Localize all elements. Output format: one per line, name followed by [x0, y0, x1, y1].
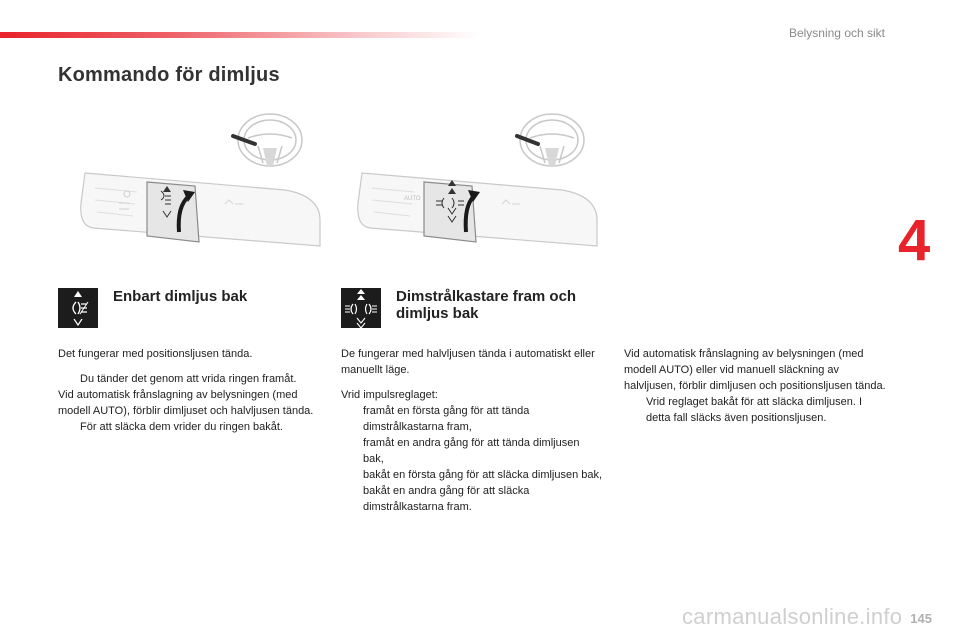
middle-bullet-4: bakåt en andra gång för att släcka dimstrålkastarna fram.: [363, 485, 530, 513]
column-right-text: [624, 346, 886, 426]
middle-intro: De fungerar med halvljusen tända i automatiskt eller manuellt läge.: [341, 348, 595, 376]
middle-bullet-2: framåt en andra gång för att tända dimljusen bak,: [363, 437, 580, 465]
top-accent-bar: [0, 32, 480, 38]
watermark: carmanualsonline.info: [682, 604, 903, 629]
stalk-auto-label: AUTO: [404, 196, 421, 202]
illustration-rear-fog-stalk: [75, 108, 325, 248]
left-para: Vid automatisk frånslagning av belysningen (med modell AUTO), förblir dimljuset och halvljusen tända.: [58, 389, 314, 417]
right-para: Vid automatisk frånslagning av belysningen (med modell AUTO) eller vid manuell släckning av halvljusen, förblir dimljusen och positionsljusen tända.: [624, 348, 886, 392]
column-left-text: [58, 346, 318, 435]
rear-fog-lamp-icon: [58, 288, 98, 328]
column-middle-text: [341, 346, 603, 515]
front-rear-fog-lamp-icon: [341, 288, 381, 328]
heading-front-and-rear-fog: Dimstrålkastare fram och dimljus bak: [396, 288, 577, 322]
illustration-front-rear-fog-stalk: [352, 108, 602, 248]
heading-rear-fog-only: Enbart dimljus bak: [113, 288, 248, 305]
right-bullet-1: Vrid reglaget bakåt för att släcka dimljusen. I detta fall släcks även positionsljusen.: [646, 396, 863, 424]
middle-bullet-1: framåt en första gång för att tända dimstrålkastarna fram,: [363, 405, 530, 433]
chapter-number: 4: [898, 208, 931, 273]
section-header: Belysning och sikt: [788, 26, 885, 40]
left-bullet-2: För att släcka dem vrider du ringen bakåt.: [80, 421, 283, 433]
middle-lead: Vrid impulsreglaget:: [341, 389, 438, 401]
left-intro: Det fungerar med positionsljusen tända.: [58, 348, 253, 360]
middle-bullet-3: bakåt en första gång för att släcka dimljusen bak,: [363, 469, 603, 481]
page-number: 145: [910, 611, 932, 626]
left-bullet-1: Du tänder det genom att vrida ringen framåt.: [80, 373, 297, 385]
page-title: Kommando för dimljus: [58, 64, 280, 86]
